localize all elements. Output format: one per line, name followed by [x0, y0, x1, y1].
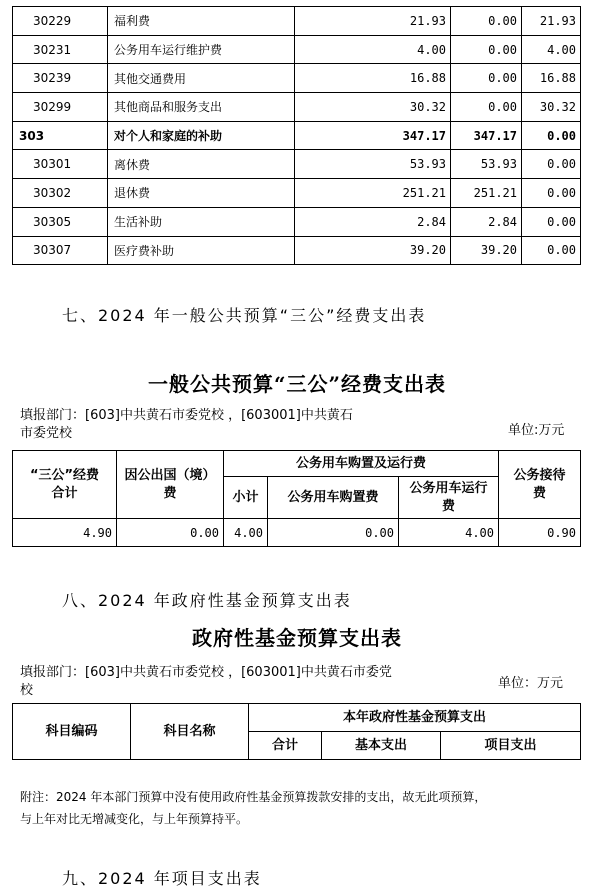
header-vehicle-purchase: 公务用车购置费 — [268, 477, 399, 519]
row-name: 退休费 — [108, 179, 295, 208]
department-line-1: 填报部门：[603]中共黄石市委党校 ，[603001]中共黄石市委党 — [20, 665, 392, 680]
header-reception-expense: 公务接待 费 — [499, 451, 581, 519]
gov-fund-note — [20, 786, 580, 830]
header-vehicle-group: 公务用车购置及运行费 — [224, 451, 499, 477]
row-basic: 2.84 — [451, 207, 522, 236]
row-total: 2.84 — [295, 207, 451, 236]
row-code: 30299 — [13, 93, 108, 122]
row-project: 0.00 — [522, 236, 581, 265]
economic-classification-table — [12, 6, 581, 265]
value-three-public-total: 4.90 — [13, 519, 117, 547]
three-public-department — [20, 407, 400, 443]
table-row — [13, 150, 581, 179]
header-basic-expense: 基本支出 — [322, 732, 441, 760]
row-code: 30229 — [13, 7, 108, 36]
row-basic: 0.00 — [451, 7, 522, 36]
row-basic: 53.93 — [451, 150, 522, 179]
row-code: 30231 — [13, 35, 108, 64]
header-three-public-total: “三公”经费 合计 — [13, 451, 117, 519]
note-line-1: 附注：2024 年本部门预算中没有使用政府性基金预算拨款安排的支出，故无此项预算， — [20, 790, 487, 804]
row-code: 303 — [13, 121, 108, 150]
row-total: 53.93 — [295, 150, 451, 179]
table-row — [13, 64, 581, 93]
row-total: 4.00 — [295, 35, 451, 64]
header-vehicle-operation: 公务用车运行 费 — [399, 477, 499, 519]
row-basic: 0.00 — [451, 64, 522, 93]
row-code: 30307 — [13, 236, 108, 265]
row-project: 4.00 — [522, 35, 581, 64]
department-line-1: 填报部门：[603]中共黄石市委党校 ，[603001]中共黄石 — [20, 408, 353, 423]
row-name: 公务用车运行维护费 — [108, 35, 295, 64]
row-name: 福利费 — [108, 7, 295, 36]
header-abroad-expense: 因公出国（境） 费 — [117, 451, 224, 519]
row-name: 医疗费补助 — [108, 236, 295, 265]
section-eight-heading: 八、2024 年政府性基金预算支出表 — [62, 591, 352, 610]
header-gov-fund-group: 本年政府性基金预算支出 — [249, 704, 581, 732]
three-public-expenditure-table — [12, 450, 581, 547]
row-project: 0.00 — [522, 121, 581, 150]
department-line-2: 市委党校 — [20, 426, 73, 441]
value-vehicle-subtotal: 4.00 — [224, 519, 268, 547]
row-name: 其他交通费用 — [108, 64, 295, 93]
header-total: 合计 — [249, 732, 322, 760]
header-subject-code: 科目编码 — [13, 704, 131, 760]
row-total: 347.17 — [295, 121, 451, 150]
row-name: 其他商品和服务支出 — [108, 93, 295, 122]
header-project-expense: 项目支出 — [441, 732, 581, 760]
gov-fund-table-title: 政府性基金预算支出表 — [192, 626, 402, 650]
row-project: 0.00 — [522, 179, 581, 208]
gov-fund-department — [20, 664, 450, 700]
row-code: 30302 — [13, 179, 108, 208]
table-row — [13, 35, 581, 64]
department-line-2: 校 — [20, 683, 34, 698]
row-total: 39.20 — [295, 236, 451, 265]
row-project: 0.00 — [522, 207, 581, 236]
section-seven-heading: 七、2024 年一般公共预算“三公”经费支出表 — [62, 306, 427, 325]
row-basic: 0.00 — [451, 93, 522, 122]
row-total: 251.21 — [295, 179, 451, 208]
gov-fund-expenditure-table — [12, 703, 581, 760]
row-name: 对个人和家庭的补助 — [108, 121, 295, 150]
row-project: 16.88 — [522, 64, 581, 93]
three-public-unit: 单位:万元 — [508, 423, 565, 438]
row-basic: 39.20 — [451, 236, 522, 265]
value-abroad-expense: 0.00 — [117, 519, 224, 547]
row-total: 30.32 — [295, 93, 451, 122]
gov-fund-unit: 单位：万元 — [498, 676, 564, 691]
row-code: 30301 — [13, 150, 108, 179]
header-subject-name: 科目名称 — [131, 704, 249, 760]
row-project: 30.32 — [522, 93, 581, 122]
row-project: 21.93 — [522, 7, 581, 36]
note-line-2: 与上年对比无增减变化，与上年预算持平。 — [20, 812, 249, 826]
table-row — [13, 93, 581, 122]
three-public-table-title: 一般公共预算“三公”经费支出表 — [147, 372, 446, 396]
table-row — [13, 121, 581, 150]
value-vehicle-operation: 4.00 — [399, 519, 499, 547]
row-basic: 0.00 — [451, 35, 522, 64]
row-project: 0.00 — [522, 150, 581, 179]
row-code: 30239 — [13, 64, 108, 93]
table-row — [13, 179, 581, 208]
row-basic: 251.21 — [451, 179, 522, 208]
table-row — [13, 7, 581, 36]
table-row — [13, 207, 581, 236]
row-basic: 347.17 — [451, 121, 522, 150]
row-total: 21.93 — [295, 7, 451, 36]
row-name: 离休费 — [108, 150, 295, 179]
value-vehicle-purchase: 0.00 — [268, 519, 399, 547]
economic-table-body — [13, 7, 581, 265]
section-nine-heading: 九、2024 年项目支出表 — [62, 869, 262, 888]
row-name: 生活补助 — [108, 207, 295, 236]
value-reception-expense: 0.90 — [499, 519, 581, 547]
header-vehicle-subtotal: 小计 — [224, 477, 268, 519]
row-code: 30305 — [13, 207, 108, 236]
table-row — [13, 236, 581, 265]
row-total: 16.88 — [295, 64, 451, 93]
